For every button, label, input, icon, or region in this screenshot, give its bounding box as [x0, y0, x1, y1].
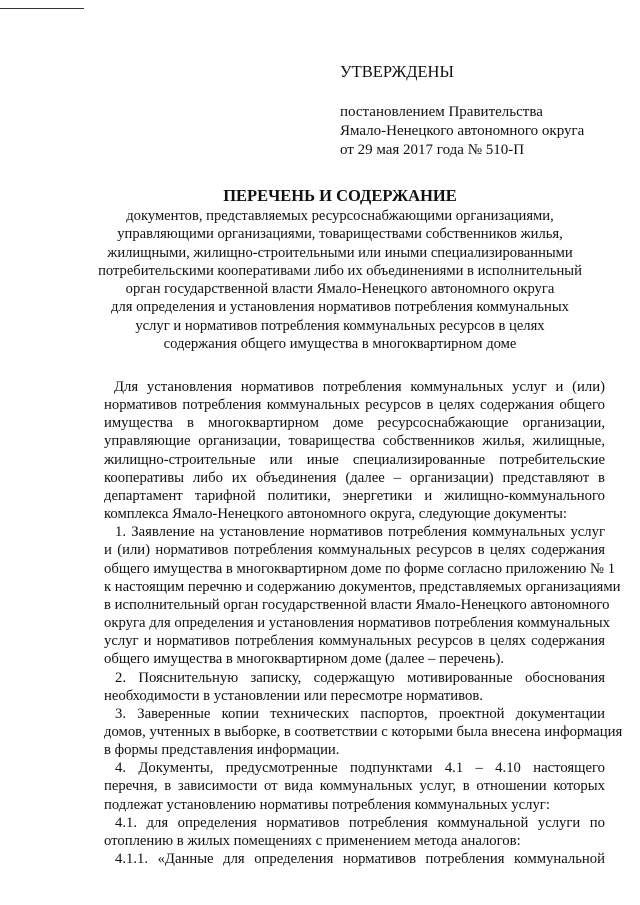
document-body — [104, 378, 623, 868]
subtitle-line: орган государственной власти Ямало-Ненецкого автономного округа — [125, 281, 555, 298]
body-line: в формы представления информации. — [104, 742, 340, 759]
body-line: жилищно-строительные или иные специализированные потребительские — [104, 451, 605, 468]
body-line: кооперативы либо их объединения (далее – организации) представляют в — [104, 469, 605, 486]
subtitle-line: жилищными, жилищно-строительными или иными специализированными — [107, 244, 573, 261]
body-line: 4.1.1. «Данные для определения нормативов потребления коммунальной — [115, 851, 605, 868]
body-line: необходимости в установлении или пересмотре нормативов. — [104, 687, 483, 704]
body-line: управляющие организации, товарищества собственников жилья, жилищные, — [104, 433, 605, 450]
subtitle-line: управляющими организациями, товариществами собственников жилья, — [117, 226, 563, 243]
body-line: нормативов потребления коммунальных ресурсов в целях содержания общего — [104, 397, 605, 414]
body-line: перечня, в зависимости от вида коммунальных услуг, в отношении которых — [104, 778, 605, 795]
body-line: имущества в многоквартирном доме ресурсоснабжающие организации, — [104, 415, 605, 432]
body-line: комплекса Ямало-Ненецкого автономного округа, следующие документы: — [104, 506, 567, 523]
document-title: ПЕРЕЧЕНЬ И СОДЕРЖАНИЕ — [223, 186, 457, 205]
body-line: 3. Заверенные копии технических паспортов, проектной документации — [115, 705, 605, 722]
subtitle-line: содержания общего имущества в многоквартирном доме — [163, 336, 517, 353]
document-subtitle — [95, 207, 585, 353]
approval-title: УТВЕРЖДЕНЫ — [340, 62, 454, 81]
approval-line: Ямало-Ненецкого автономного округа — [340, 123, 585, 139]
body-line: 4.1. для определения нормативов потребления коммунальной услуги по — [115, 814, 605, 831]
body-line: и (или) нормативов потребления коммунальных ресурсов в целях содержания — [104, 542, 605, 559]
body-line: Для установления нормативов потребления коммунальных услуг и (или) — [114, 379, 605, 395]
approval-spacer — [340, 82, 630, 103]
subtitle-line: потребительскими кооперативами либо их объединениями в исполнительный — [98, 262, 582, 279]
approval-block — [340, 62, 630, 160]
body-line: отоплению в жилых помещениях с применением метода аналогов: — [104, 832, 521, 849]
body-line: департамент тарифной политики, энергетики и жилищно-коммунального — [104, 487, 605, 504]
body-line: 1. Заявление на установление нормативов потребления коммунальных услуг — [115, 524, 605, 541]
subtitle-line: документов, представляемых ресурсоснабжающими организациями, — [126, 208, 554, 224]
body-line: в исполнительный орган государственной власти Ямало-Ненецкого автономного — [104, 596, 610, 613]
body-line: общего имущества в многоквартирном доме по форме согласно приложению № 1 — [104, 560, 616, 577]
body-line: домов, учтенных в выборке, в соответствии с которыми была внесена информация — [104, 723, 623, 740]
approval-line: от 29 мая 2017 года № 510-П — [340, 142, 525, 158]
body-line: подлежат установлению нормативы потребления коммунальных услуг: — [104, 796, 550, 813]
top-rule — [0, 8, 84, 9]
subtitle-line: услуг и нормативов потребления коммунальных ресурсов в целях — [135, 317, 545, 334]
body-line: к настоящим перечню и содержанию документов, представляемых организациями — [104, 578, 621, 595]
subtitle-line: для определения и установления нормативов потребления коммунальных — [111, 299, 569, 316]
body-line: 2. Пояснительную записку, содержащую мотивированные обоснования — [115, 669, 605, 686]
body-line: 4. Документы, предусмотренные подпунктами 4.1 – 4.10 настоящего — [115, 760, 605, 777]
body-line: услуг и нормативов потребления коммунальных ресурсов в целях содержания — [104, 633, 605, 650]
body-line: общего имущества в многоквартирном доме (далее – перечень). — [104, 651, 505, 668]
approval-line: постановлением Правительства — [340, 104, 543, 120]
body-line: округа для определения и установления нормативов потребления коммунальных — [104, 615, 611, 632]
